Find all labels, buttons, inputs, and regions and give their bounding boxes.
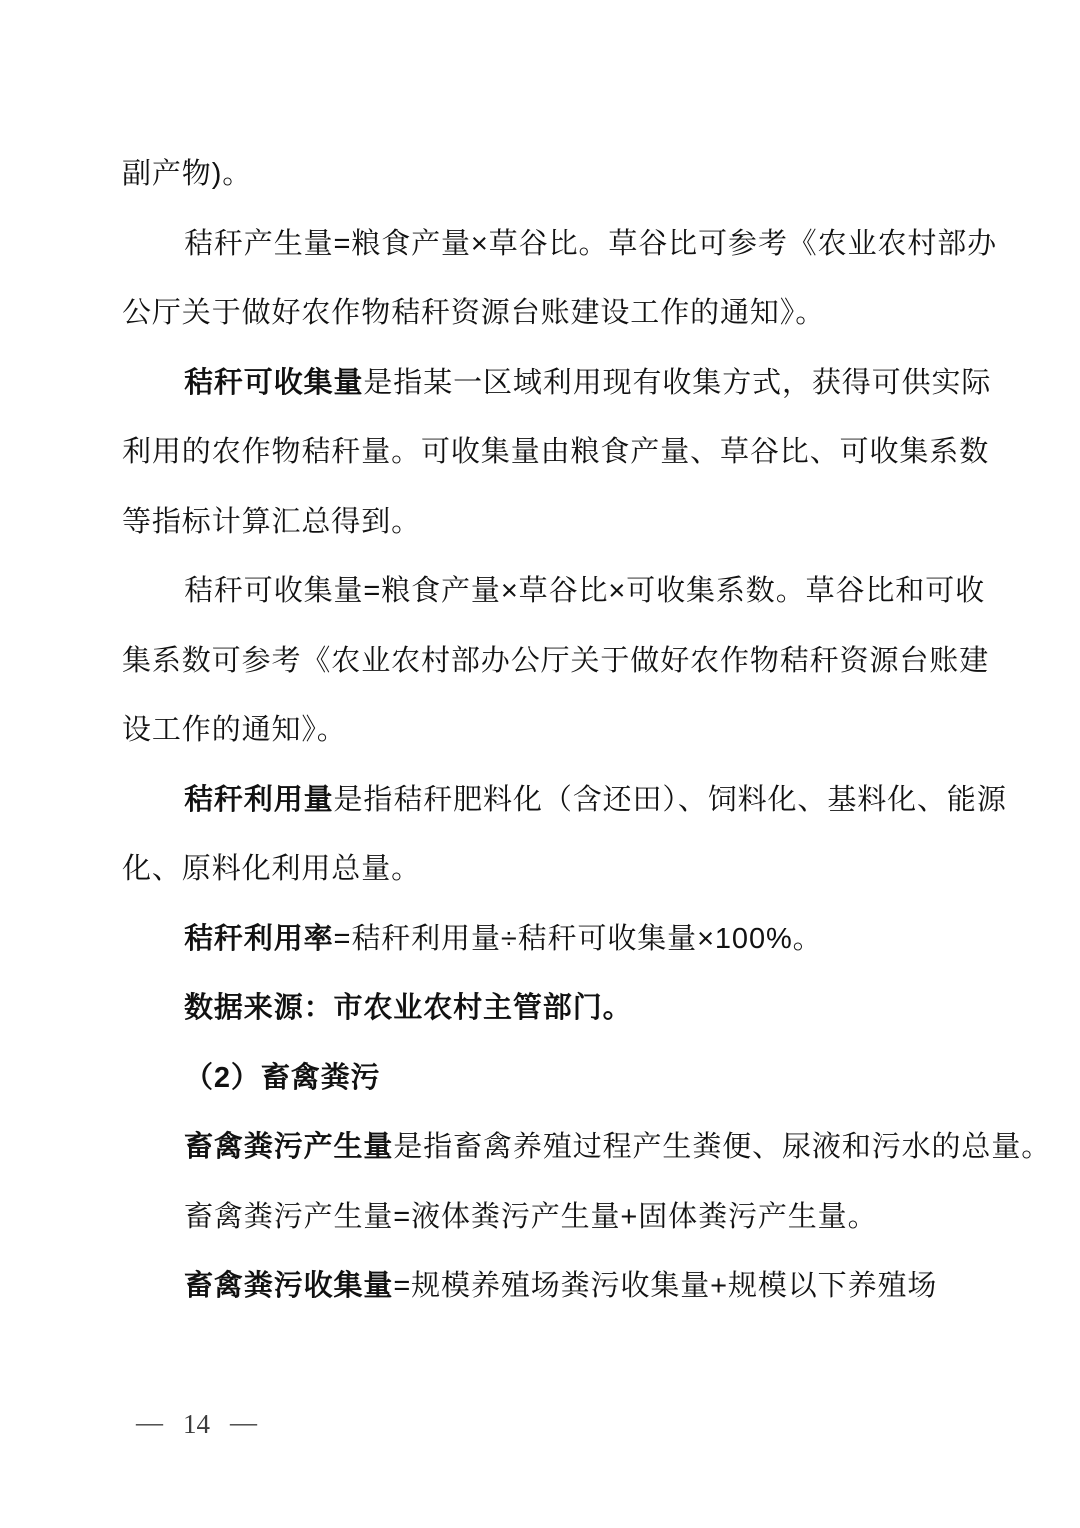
text-line <box>122 971 967 1041</box>
text-line <box>122 554 986 624</box>
footer-dash-left: — <box>136 1406 163 1437</box>
text-line <box>122 137 967 207</box>
text-segment: 畜禽粪污产生量=液体粪污产生量+固体粪污产生量。 <box>184 1200 878 1233</box>
bold-term: （2）畜禽粪污 <box>184 1061 381 1094</box>
text-line <box>122 1249 967 1319</box>
text-line <box>122 415 990 485</box>
bold-term: 数据来源：市农业农村主管部门。 <box>184 992 633 1025</box>
page-number: 14 <box>183 1408 210 1439</box>
text-segment: 秸秆产生量=粮食产量×草谷比。草谷比可参考《农业农村部办 <box>184 227 998 260</box>
text-line <box>122 485 967 555</box>
text-line <box>122 693 967 763</box>
bold-term: 畜禽粪污收集量 <box>184 1270 394 1303</box>
text-line <box>122 1180 967 1250</box>
text-line <box>122 763 1007 833</box>
text-segment: =规模养殖场粪污收集量+规模以下养殖场 <box>393 1270 938 1303</box>
text-line <box>122 832 967 902</box>
bold-term: 畜禽粪污产生量 <box>184 1131 394 1164</box>
text-segment: 利用的农作物秸秆量。可收集量由粮食产量、草谷比、可收集系数 <box>122 436 990 469</box>
body-text <box>122 137 1052 1319</box>
bold-term: 秸秆利用率 <box>184 922 334 955</box>
text-segment: 化、原料化利用总量。 <box>122 853 422 886</box>
text-segment: 是指某一区域利用现有收集方式，获得可供实际 <box>363 366 992 399</box>
text-line <box>122 346 992 416</box>
text-line <box>122 207 998 277</box>
text-segment: 副产物)。 <box>122 158 253 191</box>
page-footer <box>136 1404 257 1444</box>
bold-term: 秸秆利用量 <box>184 783 334 816</box>
text-line <box>122 276 967 346</box>
text-segment: 秸秆可收集量=粮食产量×草谷比×可收集系数。草谷比和可收 <box>184 575 986 608</box>
text-line <box>122 624 990 694</box>
text-segment: 是指秸秆肥料化（含还田）、饲料化、基料化、能源 <box>333 783 1007 816</box>
text-segment: 公厅关于做好农作物秸秆资源台账建设工作的通知》。 <box>122 297 826 330</box>
text-segment: 集系数可参考《农业农村部办公厅关于做好农作物秸秆资源台账建 <box>122 644 990 677</box>
bold-term: 秸秆可收集量 <box>184 366 364 399</box>
text-line <box>122 1110 1052 1180</box>
text-segment: 设工作的通知》。 <box>122 714 347 747</box>
footer-dash-right: — <box>230 1406 257 1437</box>
text-segment: 是指畜禽养殖过程产生粪便、尿液和污水的总量。 <box>393 1131 1052 1164</box>
text-line <box>122 1041 967 1111</box>
text-segment: 等指标计算汇总得到。 <box>122 505 422 538</box>
text-line <box>122 902 967 972</box>
text-segment: =秸秆利用量÷秸秆可收集量×100%。 <box>333 922 823 955</box>
